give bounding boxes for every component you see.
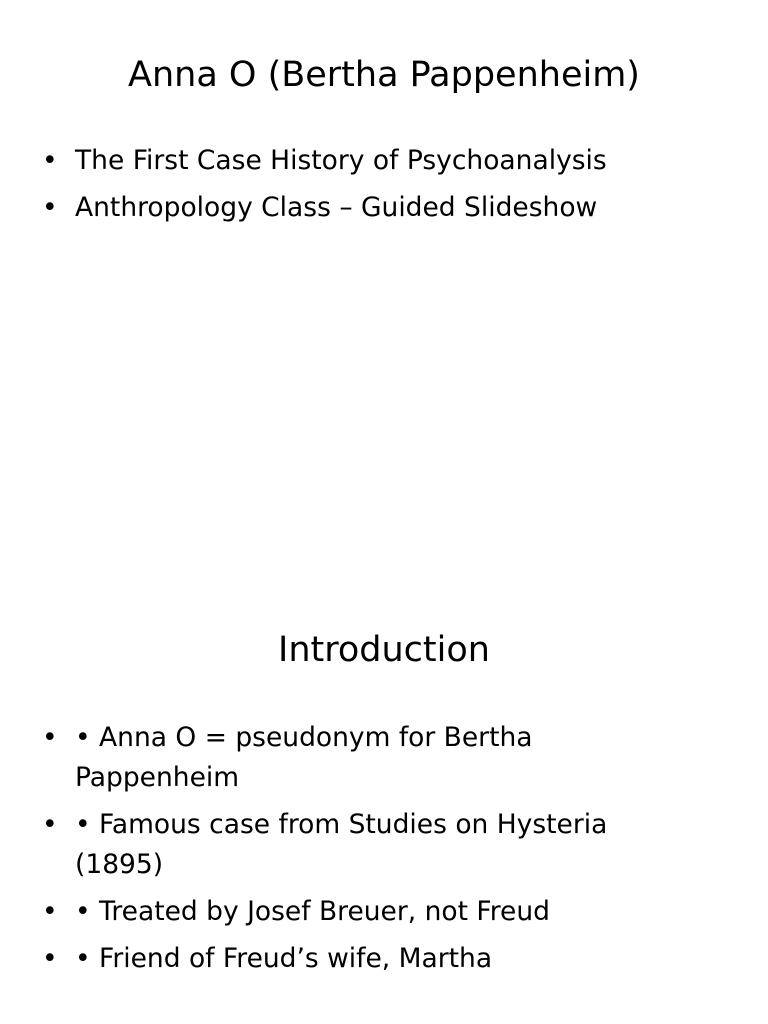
bullet-text: • Famous case from Studies on Hysteria (1895) (75, 809, 608, 880)
bullet-item (38, 141, 678, 181)
bullet-item (38, 188, 678, 228)
bullet-dot-icon: • (42, 896, 58, 927)
slide-2 (0, 576, 768, 1024)
bullet-text: • Treated by Josef Breuer, not Freud (75, 896, 550, 927)
slide-title: Anna O (Bertha Pappenheim) (128, 55, 640, 95)
bullet-text: The First Case History of Psychoanalysis (75, 145, 607, 176)
bullet-text: • Friend of Freud’s wife, Martha (75, 943, 493, 974)
bullet-item (38, 805, 678, 885)
slide-title: Introduction (278, 630, 490, 670)
bullet-list (38, 141, 678, 235)
bullet-dot-icon: • (42, 943, 58, 974)
bullet-dot-icon: • (42, 192, 58, 223)
bullet-item (38, 718, 678, 798)
bullet-dot-icon: • (42, 145, 58, 176)
bullet-item (38, 939, 678, 979)
bullet-text: • Anna O = pseudonym for Bertha Pappenheim (75, 722, 533, 793)
bullet-dot-icon: • (42, 809, 58, 840)
bullet-dot-icon: • (42, 722, 58, 753)
bullet-list (38, 718, 678, 986)
bullet-text: Anthropology Class – Guided Slideshow (75, 192, 598, 223)
bullet-item (38, 892, 678, 932)
